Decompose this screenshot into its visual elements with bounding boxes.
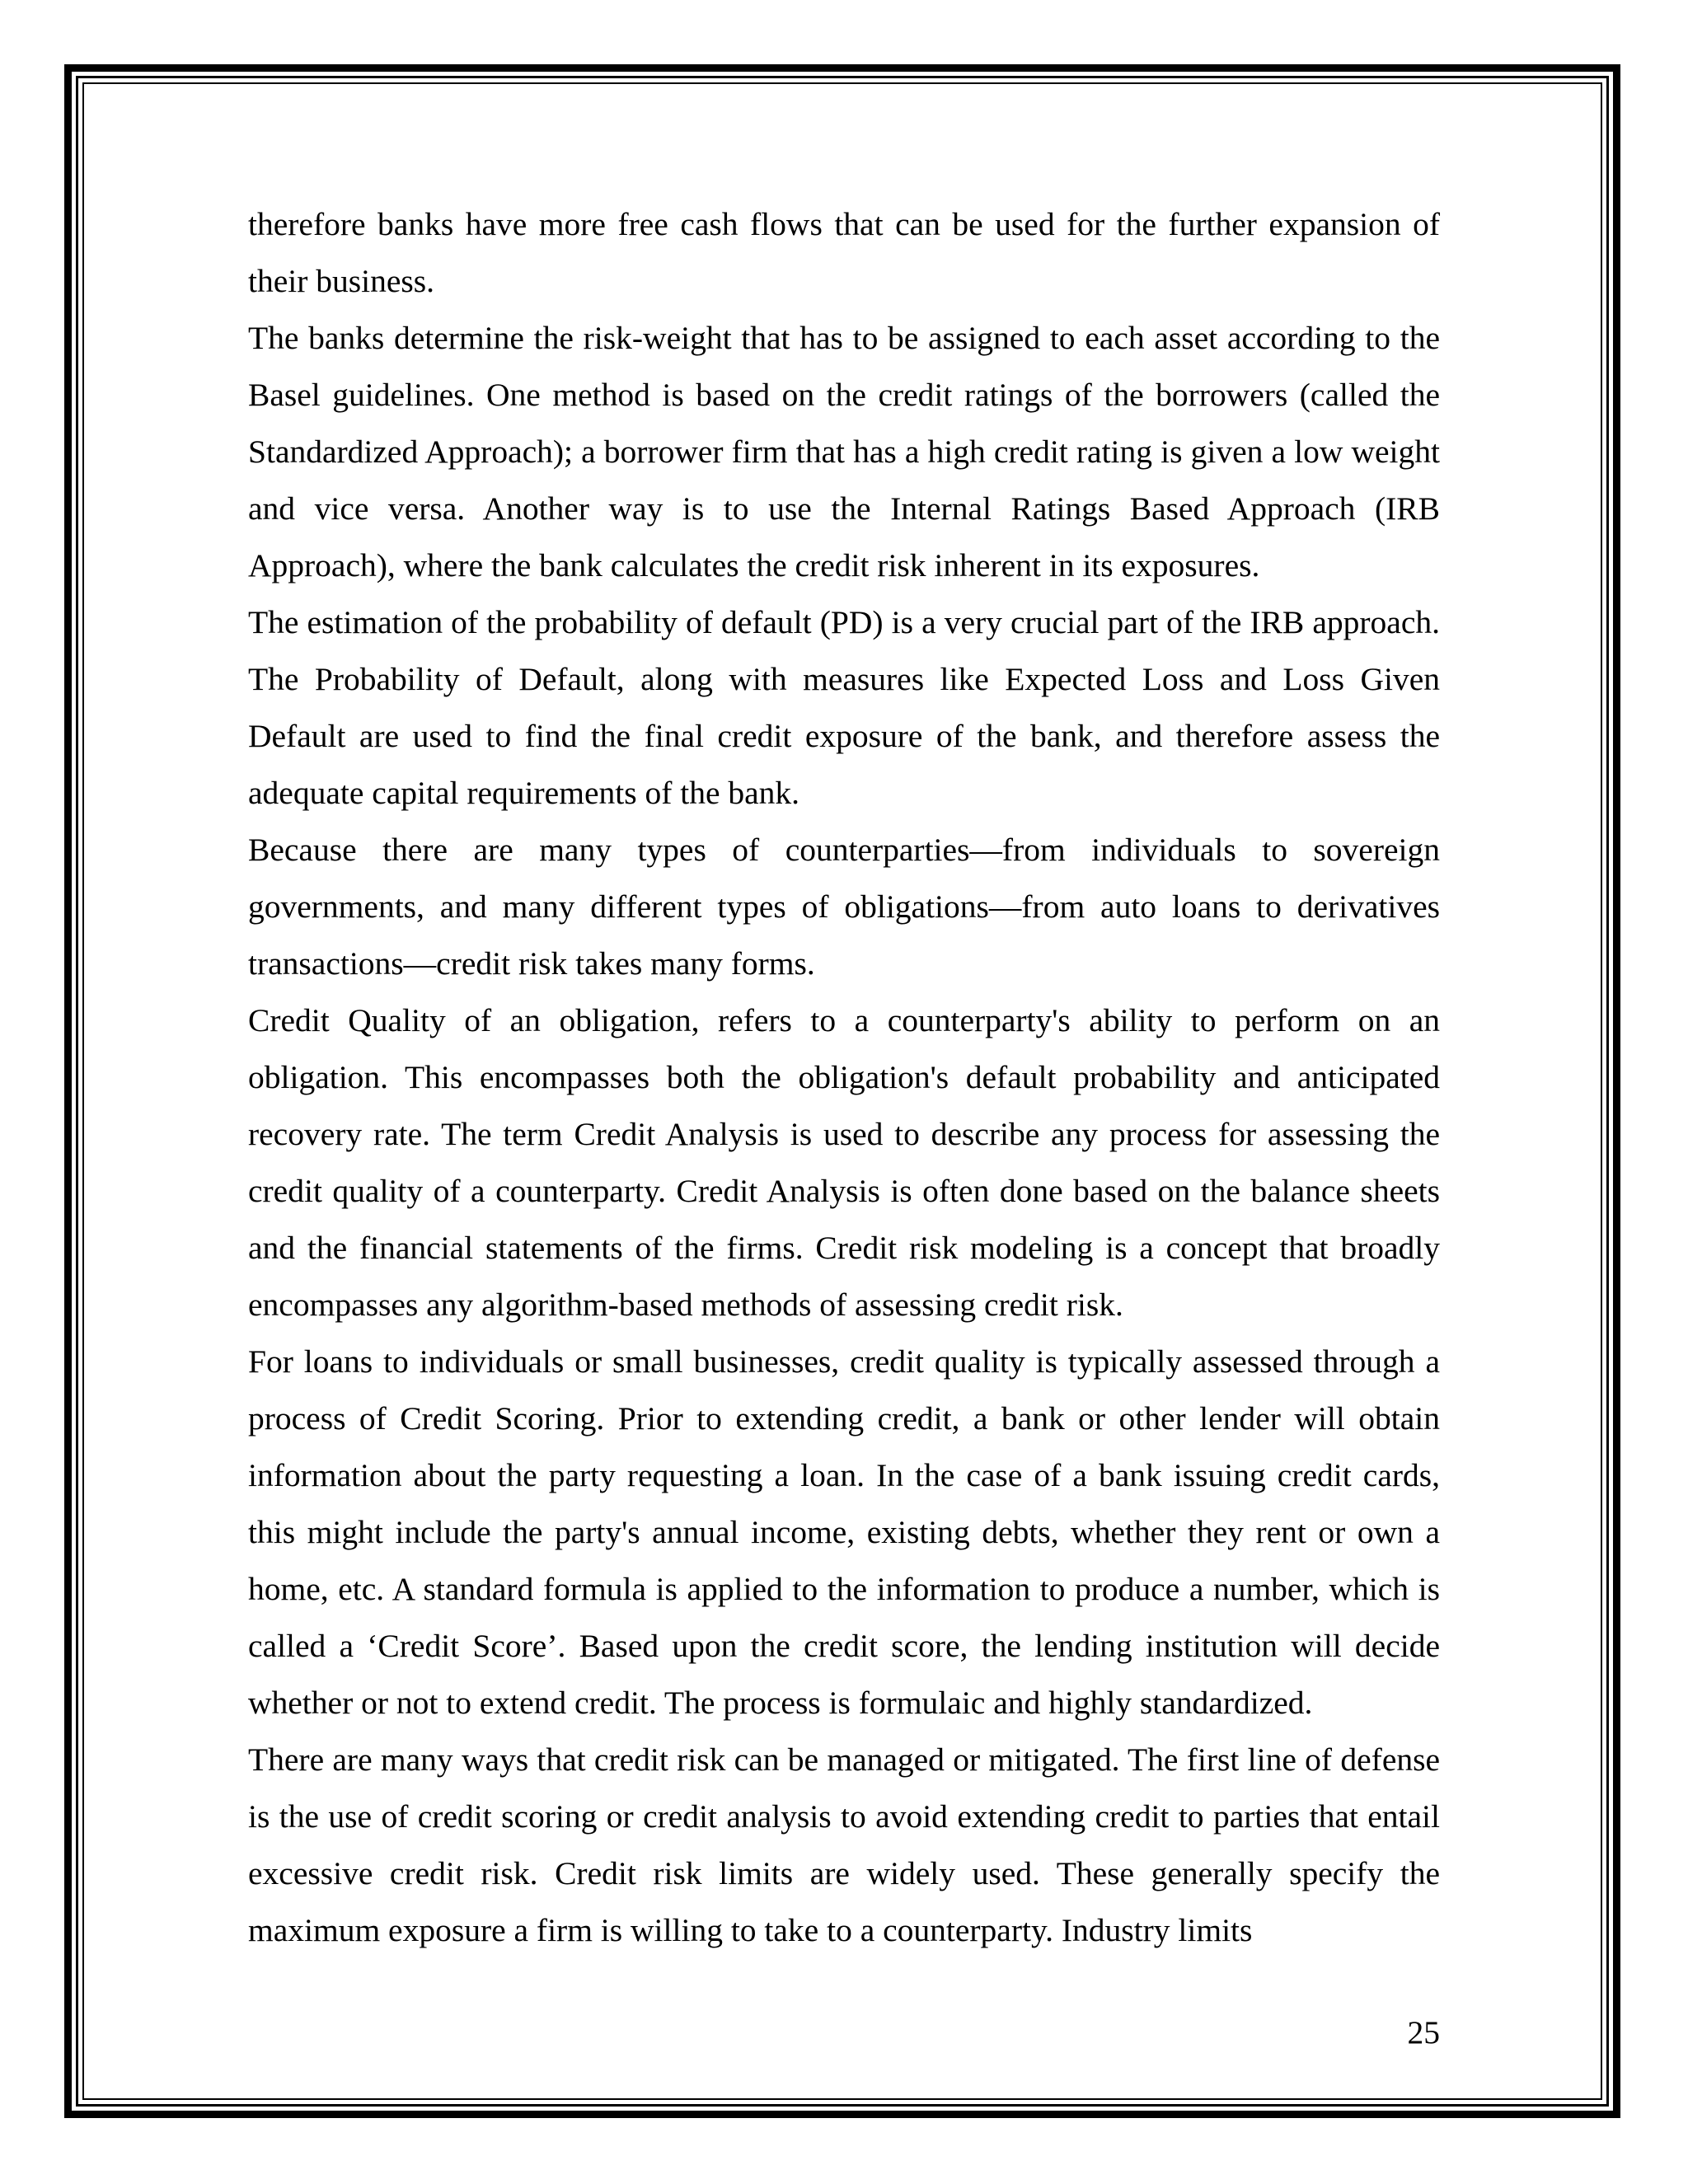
paragraph-risk-weight: The banks determine the risk-weight that has to be assigned to each asset according to the Basel guidelines. One method is based on the credit ratings of the borrowers (called the Standardized Approach); a borrower firm that has a high credit rating is given a low weight and vice versa. Another way is to use the Internal Ratings Based Approach (IRB Approach), where the bank calculates the credit risk inherent in its exposures. bbox=[248, 320, 1440, 583]
paragraph-risk-mitigation: There are many ways that credit risk can be managed or mitigated. The first line of defense is the use of credit scoring or credit analysis to avoid extending credit to parties that entail excessive credit risk. Credit risk limits are widely used. These generally specify the maximum exposure a firm is willing to take to a counterparty. Industry limits bbox=[248, 1741, 1440, 1948]
body-text bbox=[248, 196, 1440, 1959]
paragraph-probability-of-default: The estimation of the probability of default (PD) is a very crucial part of the IRB approach. The Probability of Default, along with measures like Expected Loss and Loss Given Default are used to find the final credit exposure of the bank, and therefore assess the adequate capital requirements of the bank. bbox=[248, 604, 1440, 811]
paragraph-counterparties: Because there are many types of counterparties—from individuals to sovereign governments, and many different types of obligations—from auto loans to derivatives transactions—credit risk takes many forms. bbox=[248, 832, 1440, 982]
paragraph-credit-scoring: For loans to individuals or small businesses, credit quality is typically assessed through a process of Credit Scoring. Prior to extending credit, a bank or other lender will obtain information about the party requesting a loan. In the case of a bank issuing credit cards, this might include the party's annual income, existing debts, whether they rent or own a home, etc. A standard formula is applied to the information to produce a number, which is called a ‘Credit Score’. Based upon the credit score, the lending institution will decide whether or not to extend credit. The process is formulaic and highly standardized. bbox=[248, 1343, 1440, 1721]
page-number: 25 bbox=[1407, 2014, 1440, 2050]
paragraph-credit-quality: Credit Quality of an obligation, refers to a counterparty's ability to perform on an obligation. This encompasses both the obligation's default probability and anticipated recovery rate. The term Credit Analysis is used to describe any process for assessing the credit quality of a counterparty. Credit Analysis is often done based on the balance sheets and the financial statements of the firms. Credit risk modeling is a concept that broadly encompasses any algorithm-based methods of assessing credit risk. bbox=[248, 1002, 1440, 1323]
paragraph-continuation: therefore banks have more free cash flows that can be used for the further expansion of their business. bbox=[248, 206, 1440, 299]
